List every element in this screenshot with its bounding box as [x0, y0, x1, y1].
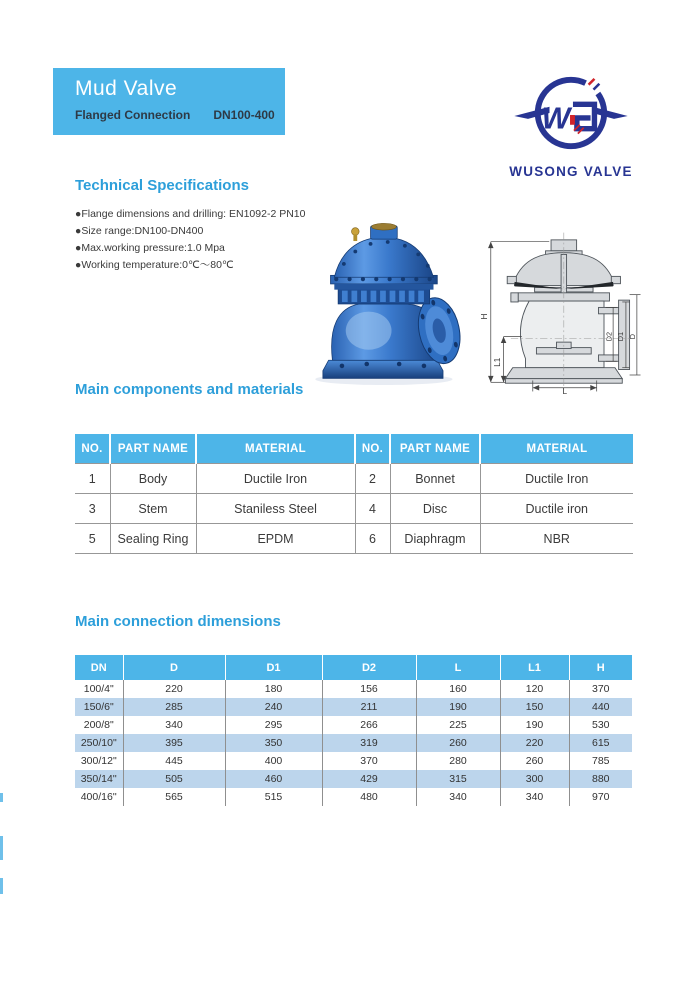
table-cell: 340 — [416, 788, 500, 806]
table-cell: Disc — [390, 494, 480, 524]
column-header: NO. — [355, 434, 390, 464]
column-header: L — [416, 655, 500, 680]
table-cell: 315 — [416, 770, 500, 788]
table-row — [75, 524, 633, 554]
table-cell: 211 — [322, 698, 416, 716]
table-cell: 350/14'' — [75, 770, 123, 788]
table-cell: 340 — [500, 788, 569, 806]
table-cell: 190 — [416, 698, 500, 716]
table-row — [75, 716, 632, 734]
table-cell: 505 — [123, 770, 225, 788]
table-row — [75, 770, 632, 788]
table-cell: 350 — [225, 734, 322, 752]
column-header: L1 — [500, 655, 569, 680]
table-cell: 260 — [416, 734, 500, 752]
dimensions-header-row — [75, 655, 632, 680]
table-cell: 220 — [500, 734, 569, 752]
size-range-label: DN100-400 — [213, 108, 275, 122]
table-cell: 240 — [225, 698, 322, 716]
table-cell: 100/4" — [83, 683, 114, 695]
dim-label-d1: D1 — [616, 331, 626, 342]
dim-label-l1: L1 — [492, 357, 502, 367]
table-cell: 150 — [500, 698, 569, 716]
company-logo — [505, 72, 637, 179]
table-cell: NBR — [480, 524, 633, 554]
components-table — [75, 434, 633, 554]
column-header: NO. — [75, 434, 110, 464]
table-cell: 300 — [500, 770, 569, 788]
table-row — [75, 752, 632, 770]
table-cell: 400/16'' — [80, 791, 117, 803]
column-header: DN — [75, 655, 123, 680]
table-cell: 880 — [569, 770, 632, 788]
spec-item: ●Max.working pressure:1.0 Mpa — [75, 242, 225, 254]
table-cell: Staniless Steel — [196, 494, 355, 524]
logo-monogram: W — [541, 102, 571, 136]
table-cell: 266 — [322, 716, 416, 734]
table-cell: 260 — [500, 752, 569, 770]
table-cell: Body — [110, 464, 196, 494]
valve-drawing — [478, 226, 646, 398]
table-row — [75, 494, 633, 524]
table-cell: 190 — [500, 716, 569, 734]
table-cell: Ductile Iron — [480, 464, 633, 494]
spec-item: ●Size range:DN100-DN400 — [75, 225, 204, 237]
dimensions-table — [75, 655, 632, 806]
table-cell: 400 — [225, 752, 322, 770]
table-cell: 395 — [123, 734, 225, 752]
table-row — [75, 788, 632, 806]
column-header: D2 — [322, 655, 416, 680]
table-cell: 280 — [416, 752, 500, 770]
table-cell: 295 — [225, 716, 322, 734]
column-header: PART NAME — [390, 434, 480, 464]
table-cell: Bonnet — [390, 464, 480, 494]
product-title: Mud Valve — [75, 77, 178, 100]
dimensions-heading: Main connection dimensions — [75, 613, 281, 630]
table-cell: 440 — [569, 698, 632, 716]
table-cell: 120 — [500, 680, 569, 698]
table-cell: 225 — [416, 716, 500, 734]
brand-name: WUSONG VALVE — [509, 164, 633, 179]
valve-photo — [300, 218, 464, 388]
logo-emblem-icon — [505, 72, 637, 158]
table-cell: Ductile iron — [480, 494, 633, 524]
table-cell: Ductile Iron — [196, 464, 355, 494]
table-cell: Diaphragm — [390, 524, 480, 554]
spec-item: ●Flange dimensions and drilling: EN1092-2 PN10 — [75, 208, 306, 220]
components-header-row — [75, 434, 633, 464]
dim-label-l: L — [562, 387, 568, 397]
table-cell: 2 — [355, 464, 390, 494]
table-cell: 615 — [569, 734, 632, 752]
table-cell: 250/10" — [75, 734, 123, 752]
table-cell: 429 — [322, 770, 416, 788]
table-cell: 370 — [569, 680, 632, 698]
table-cell: 180 — [225, 680, 322, 698]
table-row — [75, 680, 632, 698]
column-header: MATERIAL — [196, 434, 355, 464]
table-row — [75, 698, 632, 716]
components-heading: Main components and materials — [75, 381, 304, 398]
column-header: D1 — [225, 655, 322, 680]
table-cell: 5 — [75, 524, 110, 554]
dim-label-h: H — [480, 313, 490, 320]
column-header: PART NAME — [110, 434, 196, 464]
table-cell: 460 — [225, 770, 322, 788]
spec-item: ●Working temperature:0℃～80℃ — [75, 259, 234, 271]
product-title-box — [53, 68, 285, 135]
table-cell: 150/6" — [75, 698, 123, 716]
specs-heading: Technical Specifications — [75, 177, 249, 194]
dim-label-d2: D2 — [604, 331, 614, 342]
specs-list — [75, 206, 305, 274]
table-cell: 565 — [123, 788, 225, 806]
table-cell: 785 — [569, 752, 632, 770]
table-cell: 480 — [322, 788, 416, 806]
table-cell: 445 — [123, 752, 225, 770]
table-cell: 156 — [322, 680, 416, 698]
table-cell: 6 — [355, 524, 390, 554]
table-cell: Sealing Ring — [110, 524, 196, 554]
table-cell: 3 — [75, 494, 110, 524]
connection-type-label: Flanged Connection — [75, 108, 191, 122]
column-header: H — [569, 655, 632, 680]
table-cell: 300/12" — [80, 755, 117, 767]
left-edge-artifact — [0, 878, 3, 894]
table-row — [75, 734, 632, 752]
left-edge-artifact — [0, 836, 3, 860]
table-cell: 370 — [322, 752, 416, 770]
column-header: MATERIAL — [480, 434, 633, 464]
table-cell: 4 — [355, 494, 390, 524]
table-cell: 285 — [123, 698, 225, 716]
table-cell: 319 — [322, 734, 416, 752]
dim-label-d: D — [628, 334, 638, 340]
column-header: D — [123, 655, 225, 680]
table-row — [75, 464, 633, 494]
table-cell: EPDM — [196, 524, 355, 554]
left-edge-artifact — [0, 793, 3, 802]
table-cell: 530 — [569, 716, 632, 734]
table-cell: 970 — [569, 788, 632, 806]
table-cell: 340 — [123, 716, 225, 734]
table-cell: 1 — [75, 464, 110, 494]
table-cell: 220 — [123, 680, 225, 698]
table-cell: 515 — [225, 788, 322, 806]
table-cell: 200/8" — [83, 719, 114, 731]
table-cell: Stem — [110, 494, 196, 524]
table-cell: 160 — [416, 680, 500, 698]
